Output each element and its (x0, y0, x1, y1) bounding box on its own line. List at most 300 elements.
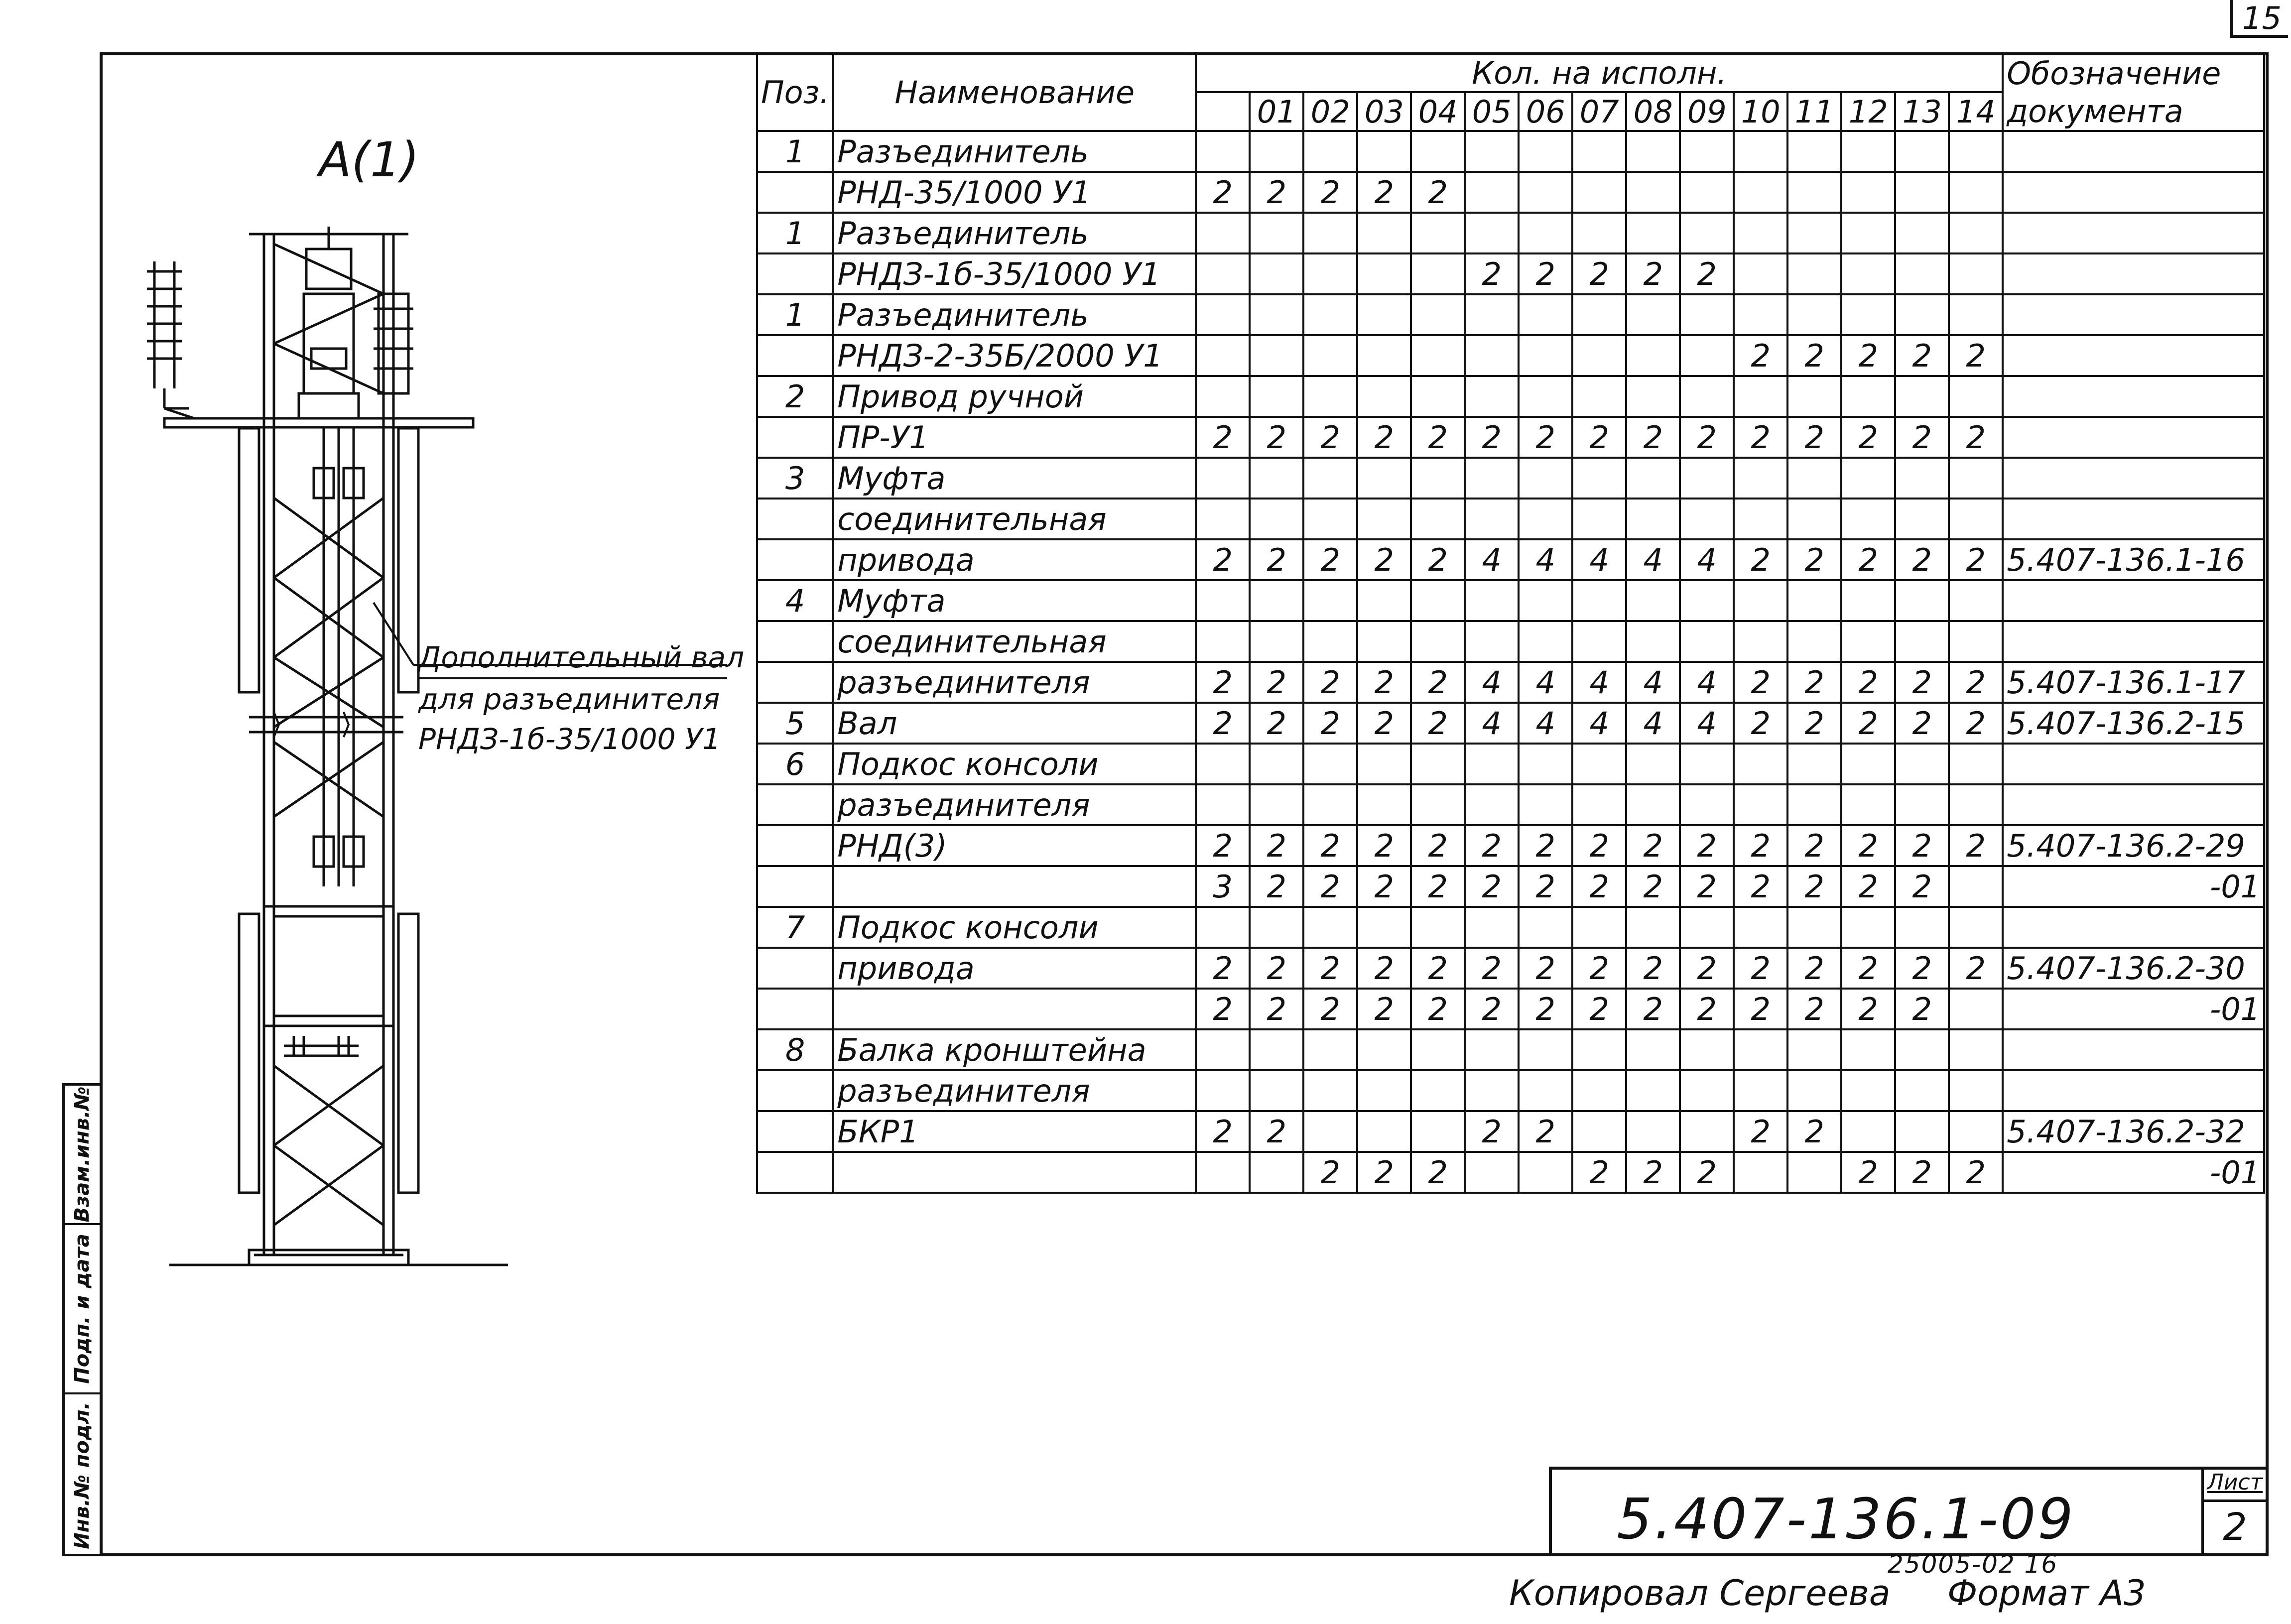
header-variant: 10 (1734, 92, 1787, 131)
row-quantity (1895, 131, 1949, 172)
row-quantity: 2 (1303, 703, 1357, 744)
row-quantity (1572, 172, 1626, 213)
table-row (757, 499, 2264, 539)
row-quantity (1303, 1070, 1357, 1111)
row-quantity (1357, 1070, 1411, 1111)
row-quantity (1250, 784, 1303, 825)
additional-shaft-callout (418, 637, 745, 759)
row-quantity (1895, 907, 1949, 948)
row-quantity: 2 (1303, 825, 1357, 866)
row-quantity: 2 (1626, 253, 1680, 294)
table-row (757, 989, 2264, 1029)
row-document (2003, 744, 2264, 784)
row-quantity (1411, 131, 1465, 172)
row-quantity: 2 (1572, 417, 1626, 458)
row-quantity (1519, 131, 1572, 172)
row-quantity (1680, 1029, 1734, 1070)
row-quantity (1519, 907, 1572, 948)
row-quantity (1734, 458, 1787, 499)
row-quantity: 2 (1519, 253, 1572, 294)
row-quantity (1949, 172, 2003, 213)
row-quantity: 2 (1949, 1152, 2003, 1193)
row-quantity: 2 (1895, 825, 1949, 866)
row-quantity: 2 (1841, 989, 1895, 1029)
row-name: БКР1 (833, 1111, 1196, 1152)
row-quantity: 2 (1626, 866, 1680, 907)
strip-label-signature: Подп. и дата (71, 1234, 94, 1384)
row-quantity (1787, 1152, 1841, 1193)
header-variant: 09 (1680, 92, 1734, 131)
row-quantity (1787, 1070, 1841, 1111)
row-quantity: 2 (1303, 172, 1357, 213)
header-variant: 04 (1411, 92, 1465, 131)
row-quantity (1250, 335, 1303, 376)
row-quantity: 2 (1357, 172, 1411, 213)
row-quantity (1787, 621, 1841, 662)
row-quantity: 2 (1895, 989, 1949, 1029)
row-quantity (1303, 376, 1357, 417)
row-name: РНДЗ-1б-35/1000 У1 (833, 253, 1196, 294)
row-quantity: 2 (1680, 1152, 1734, 1193)
row-quantity (1303, 458, 1357, 499)
row-quantity (1949, 1029, 2003, 1070)
row-quantity (1895, 621, 1949, 662)
row-quantity (1626, 580, 1680, 621)
row-name: Муфта (833, 580, 1196, 621)
row-quantity (1787, 907, 1841, 948)
specification-rows (757, 131, 2264, 1193)
row-document: -01 (2003, 866, 2264, 907)
row-quantity (1465, 621, 1519, 662)
row-quantity (1519, 335, 1572, 376)
row-quantity (1680, 1111, 1734, 1152)
row-quantity: 2 (1734, 335, 1787, 376)
row-quantity: 2 (1841, 662, 1895, 703)
row-quantity (1949, 131, 2003, 172)
callout-line-1: Дополнительный вал (418, 637, 727, 679)
row-quantity (1787, 458, 1841, 499)
row-quantity (1519, 213, 1572, 253)
row-quantity (1949, 1111, 2003, 1152)
row-document (2003, 499, 2264, 539)
row-quantity: 4 (1680, 703, 1734, 744)
row-quantity (1465, 1152, 1519, 1193)
row-quantity (1196, 458, 1250, 499)
row-document: 5.407-136.2-32 (2003, 1111, 2264, 1152)
row-quantity (1949, 499, 2003, 539)
sheet-number: 2 (2223, 1504, 2247, 1549)
header-variant: 11 (1787, 92, 1841, 131)
row-quantity (1357, 1029, 1411, 1070)
row-document (2003, 376, 2264, 417)
row-position (757, 539, 833, 580)
row-quantity (1626, 621, 1680, 662)
row-quantity (1895, 1029, 1949, 1070)
row-document (2003, 580, 2264, 621)
row-quantity: 2 (1734, 948, 1787, 989)
row-quantity (1841, 253, 1895, 294)
table-row (757, 417, 2264, 458)
row-position: 2 (757, 376, 833, 417)
row-quantity: 2 (1841, 866, 1895, 907)
row-quantity (1303, 253, 1357, 294)
row-quantity (1250, 294, 1303, 335)
row-quantity: 2 (1787, 866, 1841, 907)
row-quantity (1196, 1029, 1250, 1070)
row-document (2003, 172, 2264, 213)
row-quantity (1787, 580, 1841, 621)
row-quantity: 2 (1357, 662, 1411, 703)
row-quantity: 2 (1519, 825, 1572, 866)
row-quantity (1680, 1070, 1734, 1111)
row-quantity: 2 (1680, 866, 1734, 907)
title-block (1549, 1467, 2269, 1556)
row-quantity: 2 (1411, 989, 1465, 1029)
row-quantity (1465, 294, 1519, 335)
row-quantity: 2 (1787, 703, 1841, 744)
row-quantity: 2 (1303, 539, 1357, 580)
row-quantity (1895, 213, 1949, 253)
header-variant: 07 (1572, 92, 1626, 131)
strip-cell-signature (65, 1225, 100, 1394)
row-quantity (1680, 580, 1734, 621)
row-quantity (1626, 335, 1680, 376)
row-quantity: 2 (1357, 948, 1411, 989)
table-row (757, 335, 2264, 376)
row-quantity: 2 (1250, 948, 1303, 989)
row-quantity: 2 (1196, 703, 1250, 744)
row-quantity (1411, 376, 1465, 417)
table-row (757, 825, 2264, 866)
table-row (757, 662, 2264, 703)
row-quantity (1734, 213, 1787, 253)
row-quantity: 2 (1949, 539, 2003, 580)
row-quantity (1411, 253, 1465, 294)
sheet-corner-number-box (2230, 0, 2288, 38)
view-label: А(1) (319, 132, 419, 188)
row-quantity (1303, 580, 1357, 621)
table-row (757, 213, 2264, 253)
row-quantity: 2 (1411, 539, 1465, 580)
row-quantity (1465, 1029, 1519, 1070)
table-row (757, 1152, 2264, 1193)
row-quantity: 2 (1411, 866, 1465, 907)
row-quantity (1411, 1070, 1465, 1111)
row-quantity (1411, 294, 1465, 335)
row-quantity (1250, 1029, 1303, 1070)
row-document: 5.407-136.1-17 (2003, 662, 2264, 703)
row-quantity (1572, 784, 1626, 825)
row-quantity: 2 (1572, 866, 1626, 907)
row-quantity (1572, 1029, 1626, 1070)
row-quantity: 2 (1949, 825, 2003, 866)
sheet-format: Формат А3 (1947, 1573, 2146, 1614)
row-quantity (1411, 907, 1465, 948)
row-quantity: 2 (1841, 335, 1895, 376)
row-position (757, 499, 833, 539)
row-quantity (1250, 744, 1303, 784)
row-quantity (1519, 1029, 1572, 1070)
row-quantity: 2 (1787, 1111, 1841, 1152)
row-quantity (1357, 294, 1411, 335)
row-quantity (1680, 621, 1734, 662)
row-document (2003, 458, 2264, 499)
row-quantity (1895, 253, 1949, 294)
row-quantity (1357, 744, 1411, 784)
header-doc-line2: документа (2003, 92, 2264, 131)
row-quantity: 2 (1303, 1152, 1357, 1193)
row-quantity: 2 (1411, 948, 1465, 989)
row-quantity: 2 (1196, 948, 1250, 989)
row-quantity: 4 (1519, 662, 1572, 703)
row-quantity: 2 (1357, 989, 1411, 1029)
row-quantity (1895, 1111, 1949, 1152)
row-quantity: 2 (1465, 948, 1519, 989)
row-quantity (1411, 621, 1465, 662)
row-quantity: 4 (1680, 662, 1734, 703)
row-quantity: 2 (1250, 172, 1303, 213)
row-quantity (1250, 253, 1303, 294)
row-quantity: 2 (1787, 825, 1841, 866)
row-name: РНД(3) (833, 825, 1196, 866)
row-quantity: 2 (1572, 825, 1626, 866)
row-quantity: 4 (1572, 539, 1626, 580)
row-quantity: 2 (1250, 417, 1303, 458)
row-quantity (1949, 294, 2003, 335)
row-quantity (1626, 213, 1680, 253)
row-quantity: 2 (1787, 417, 1841, 458)
header-pos: Поз. (757, 53, 833, 131)
table-row (757, 907, 2264, 948)
row-quantity: 2 (1626, 989, 1680, 1029)
row-name: Вал (833, 703, 1196, 744)
row-quantity (1626, 1111, 1680, 1152)
row-document: 5.407-136.2-30 (2003, 948, 2264, 989)
copied-by: Копировал Сергеева (1509, 1573, 1891, 1614)
row-quantity: 2 (1787, 948, 1841, 989)
row-quantity (1626, 458, 1680, 499)
row-quantity (1572, 744, 1626, 784)
row-quantity (1303, 744, 1357, 784)
row-quantity: 2 (1519, 989, 1572, 1029)
table-row (757, 172, 2264, 213)
row-quantity: 4 (1519, 539, 1572, 580)
header-variant: 14 (1949, 92, 2003, 131)
row-quantity: 2 (1572, 253, 1626, 294)
header-variant: 02 (1303, 92, 1357, 131)
row-quantity: 2 (1680, 253, 1734, 294)
row-quantity (1734, 580, 1787, 621)
row-quantity (1572, 131, 1626, 172)
table-row (757, 1070, 2264, 1111)
row-quantity (1841, 131, 1895, 172)
row-document (2003, 417, 2264, 458)
row-quantity: 2 (1787, 989, 1841, 1029)
row-quantity (1680, 744, 1734, 784)
row-quantity (1196, 294, 1250, 335)
row-quantity (1680, 335, 1734, 376)
sheet-corner-number: 15 (2242, 0, 2282, 36)
specification-table (756, 52, 2265, 1194)
row-quantity (1680, 499, 1734, 539)
row-quantity: 4 (1626, 539, 1680, 580)
row-quantity (1841, 907, 1895, 948)
row-quantity (1303, 294, 1357, 335)
row-name: разъединителя (833, 1070, 1196, 1111)
row-quantity (1626, 376, 1680, 417)
row-name: Разъединитель (833, 213, 1196, 253)
row-quantity: 2 (1196, 539, 1250, 580)
row-quantity (1734, 131, 1787, 172)
row-quantity (1734, 907, 1787, 948)
row-quantity (1465, 335, 1519, 376)
row-quantity (1196, 621, 1250, 662)
row-position (757, 825, 833, 866)
row-quantity: 2 (1895, 948, 1949, 989)
row-name: Балка кронштейна (833, 1029, 1196, 1070)
row-quantity (1680, 784, 1734, 825)
row-quantity (1465, 1070, 1519, 1111)
row-quantity: 2 (1841, 948, 1895, 989)
row-quantity: 2 (1357, 1152, 1411, 1193)
row-quantity (1841, 1029, 1895, 1070)
row-quantity: 2 (1841, 1152, 1895, 1193)
row-quantity (1680, 131, 1734, 172)
row-quantity (1626, 499, 1680, 539)
row-quantity (1250, 621, 1303, 662)
row-quantity (1734, 376, 1787, 417)
row-quantity (1734, 1070, 1787, 1111)
row-quantity: 2 (1680, 417, 1734, 458)
row-position (757, 172, 833, 213)
row-quantity (1465, 376, 1519, 417)
row-quantity (1357, 335, 1411, 376)
row-quantity: 2 (1787, 539, 1841, 580)
row-quantity: 2 (1626, 1152, 1680, 1193)
row-quantity (1411, 458, 1465, 499)
row-position (757, 417, 833, 458)
row-quantity (1411, 213, 1465, 253)
row-quantity: 2 (1465, 989, 1519, 1029)
row-quantity: 2 (1787, 662, 1841, 703)
row-quantity: 2 (1411, 172, 1465, 213)
row-quantity (1250, 131, 1303, 172)
row-quantity: 2 (1250, 866, 1303, 907)
row-quantity: 2 (1572, 989, 1626, 1029)
row-quantity (1626, 294, 1680, 335)
row-quantity (1303, 1111, 1357, 1152)
row-quantity (1572, 907, 1626, 948)
row-quantity (1734, 172, 1787, 213)
row-quantity: 2 (1895, 866, 1949, 907)
row-quantity (1303, 213, 1357, 253)
sheet-label: Лист (2204, 1470, 2266, 1502)
row-quantity (1787, 213, 1841, 253)
row-quantity (1626, 172, 1680, 213)
strip-cell-inventory (65, 1394, 100, 1556)
strip-label-inventory: Инв.№ подл. (71, 1401, 94, 1549)
row-quantity (1787, 172, 1841, 213)
row-quantity (1465, 499, 1519, 539)
row-quantity (1895, 580, 1949, 621)
row-position (757, 948, 833, 989)
row-quantity (1787, 744, 1841, 784)
row-quantity (1680, 376, 1734, 417)
row-name: соединительная (833, 499, 1196, 539)
row-quantity: 3 (1196, 866, 1250, 907)
row-quantity (1250, 1152, 1303, 1193)
row-quantity (1787, 131, 1841, 172)
row-quantity (1303, 335, 1357, 376)
row-quantity (1411, 744, 1465, 784)
row-quantity (1196, 1070, 1250, 1111)
row-quantity: 2 (1734, 1111, 1787, 1152)
row-quantity (1357, 253, 1411, 294)
row-name: соединительная (833, 621, 1196, 662)
row-quantity (1626, 744, 1680, 784)
row-name: Привод ручной (833, 376, 1196, 417)
row-quantity (1841, 294, 1895, 335)
row-quantity (1949, 1070, 2003, 1111)
row-quantity: 2 (1626, 948, 1680, 989)
row-quantity (1734, 621, 1787, 662)
row-quantity: 2 (1949, 335, 2003, 376)
row-position (757, 253, 833, 294)
header-quantity-group: Кол. на исполн. (1196, 53, 2003, 92)
row-quantity (1250, 907, 1303, 948)
row-quantity (1465, 131, 1519, 172)
row-document (2003, 213, 2264, 253)
row-document: -01 (2003, 1152, 2264, 1193)
row-quantity: 2 (1895, 335, 1949, 376)
callout-line-2: для разъединителя (418, 682, 720, 716)
row-quantity (1895, 294, 1949, 335)
row-name: Подкос консоли (833, 907, 1196, 948)
row-quantity (1895, 172, 1949, 213)
order-number: 25005-02 16 (1888, 1550, 2058, 1579)
row-quantity (1841, 784, 1895, 825)
row-quantity (1734, 1152, 1787, 1193)
row-quantity (1895, 499, 1949, 539)
row-quantity: 2 (1734, 825, 1787, 866)
row-quantity: 2 (1250, 989, 1303, 1029)
row-document (2003, 253, 2264, 294)
row-quantity (1787, 253, 1841, 294)
row-quantity: 4 (1465, 703, 1519, 744)
row-name (833, 989, 1196, 1029)
header-variant: 13 (1895, 92, 1949, 131)
row-quantity: 2 (1949, 417, 2003, 458)
row-quantity (1411, 784, 1465, 825)
row-position (757, 866, 833, 907)
header-variant: 03 (1357, 92, 1411, 131)
row-name: разъединителя (833, 784, 1196, 825)
row-name (833, 1152, 1196, 1193)
table-row (757, 1029, 2264, 1070)
row-quantity (1303, 907, 1357, 948)
row-quantity (1572, 1111, 1626, 1152)
row-quantity: 2 (1303, 989, 1357, 1029)
strip-cell-replacement (65, 1086, 100, 1225)
row-quantity: 2 (1411, 703, 1465, 744)
row-position (757, 1152, 833, 1193)
row-quantity (1250, 213, 1303, 253)
row-quantity: 4 (1465, 539, 1519, 580)
row-quantity (1626, 131, 1680, 172)
row-quantity (1949, 580, 2003, 621)
row-quantity (1572, 621, 1626, 662)
row-quantity: 2 (1303, 866, 1357, 907)
